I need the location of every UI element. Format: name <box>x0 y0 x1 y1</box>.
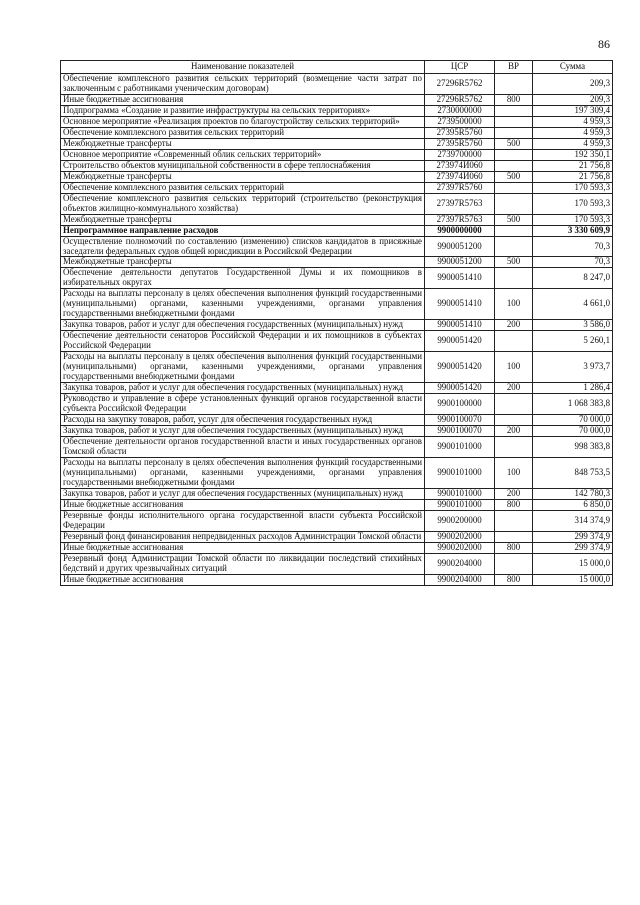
row-sum-cell: 848 753,5 <box>533 457 613 488</box>
row-csr-cell: 9900100000 <box>425 394 495 415</box>
row-sum-cell: 6 850,0 <box>533 499 613 510</box>
row-name-cell: Основное мероприятие «Реализация проектов по благоустройству сельских территорий» <box>61 116 425 127</box>
row-csr-cell: 273974И060 <box>425 171 495 182</box>
row-vr-cell <box>495 193 533 214</box>
row-sum-cell: 192 350,1 <box>533 149 613 160</box>
table-row <box>61 289 613 320</box>
table-row <box>61 499 613 510</box>
row-csr-cell: 9900051410 <box>425 289 495 320</box>
row-vr-cell: 800 <box>495 574 533 585</box>
row-sum-cell: 4 661,0 <box>533 289 613 320</box>
row-name-cell: Подпрограмма «Создание и развитие инфраструктуры на сельских территориях» <box>61 105 425 116</box>
row-vr-cell <box>495 127 533 138</box>
row-name-cell: Закупка товаров, работ и услуг для обеспечения государственных (муниципальных) нужд <box>61 383 425 394</box>
row-name-cell: Расходы на выплаты персоналу в целях обеспечения выполнения функций государственными (муниципальными) органами, казенными учреждениями, органами управления государственными внебюджетными фондами <box>61 289 425 320</box>
row-vr-cell <box>495 531 533 542</box>
row-sum-cell: 1 068 383,8 <box>533 394 613 415</box>
row-sum-cell: 70,3 <box>533 236 613 257</box>
header-name: Наименование показателей <box>61 61 425 74</box>
table-row <box>61 425 613 436</box>
row-csr-cell: 9900101000 <box>425 499 495 510</box>
table-row <box>61 331 613 352</box>
row-name-cell: Обеспечение комплексного развития сельских территорий <box>61 127 425 138</box>
table-row <box>61 352 613 383</box>
table-row <box>61 105 613 116</box>
table-row <box>61 127 613 138</box>
row-csr-cell: 27397R5763 <box>425 193 495 214</box>
table-row <box>61 171 613 182</box>
row-csr-cell: 9900100070 <box>425 415 495 426</box>
row-csr-cell: 27296R5762 <box>425 74 495 95</box>
row-sum-cell: 142 780,3 <box>533 488 613 499</box>
row-name-cell: Расходы на выплаты персоналу в целях обеспечения выполнения функций государственными (муниципальными) органами, казенными учреждениями, органами управления государственными внебюджетными фондами <box>61 457 425 488</box>
table-row <box>61 320 613 331</box>
row-name-cell: Межбюджетные трансферты <box>61 138 425 149</box>
row-vr-cell <box>495 149 533 160</box>
row-sum-cell: 4 959,3 <box>533 127 613 138</box>
row-sum-cell: 3 586,0 <box>533 320 613 331</box>
row-csr-cell: 27395R5760 <box>425 138 495 149</box>
row-csr-cell: 27397R5763 <box>425 214 495 225</box>
row-vr-cell: 200 <box>495 488 533 499</box>
table-row <box>61 74 613 95</box>
row-vr-cell <box>495 268 533 289</box>
row-csr-cell: 9900202000 <box>425 542 495 553</box>
table-row <box>61 531 613 542</box>
row-csr-cell: 9900051420 <box>425 352 495 383</box>
row-csr-cell: 9900051200 <box>425 257 495 268</box>
row-sum-cell: 209,3 <box>533 94 613 105</box>
row-csr-cell: 9900100070 <box>425 425 495 436</box>
row-csr-cell: 9900101000 <box>425 436 495 457</box>
row-name-cell: Иные бюджетные ассигнования <box>61 499 425 510</box>
row-vr-cell <box>495 331 533 352</box>
row-vr-cell <box>495 236 533 257</box>
row-name-cell: Резервный фонд финансирования непредвиденных расходов Администрации Томской области <box>61 531 425 542</box>
row-sum-cell: 3 330 609,9 <box>533 225 613 236</box>
row-sum-cell: 314 374,9 <box>533 510 613 531</box>
row-name-cell: Обеспечение деятельности депутатов Государственной Думы и их помощников в избирательных округах <box>61 268 425 289</box>
row-sum-cell: 15 000,0 <box>533 574 613 585</box>
table-row <box>61 394 613 415</box>
row-name-cell: Непрограммное направление расходов <box>61 225 425 236</box>
row-sum-cell: 4 959,3 <box>533 116 613 127</box>
row-csr-cell: 9900051420 <box>425 383 495 394</box>
table-row <box>61 225 613 236</box>
row-vr-cell: 800 <box>495 542 533 553</box>
row-name-cell: Межбюджетные трансферты <box>61 214 425 225</box>
table-body <box>61 74 613 586</box>
table-row <box>61 149 613 160</box>
row-vr-cell: 200 <box>495 383 533 394</box>
row-name-cell: Межбюджетные трансферты <box>61 257 425 268</box>
page-number: 86 <box>598 37 610 51</box>
row-sum-cell: 170 593,3 <box>533 193 613 214</box>
row-csr-cell: 27296R5762 <box>425 94 495 105</box>
table-row <box>61 94 613 105</box>
table-row <box>61 116 613 127</box>
row-vr-cell: 500 <box>495 214 533 225</box>
table-row <box>61 182 613 193</box>
row-name-cell: Иные бюджетные ассигнования <box>61 542 425 553</box>
row-name-cell: Закупка товаров, работ и услуг для обеспечения государственных (муниципальных) нужд <box>61 320 425 331</box>
row-vr-cell: 500 <box>495 257 533 268</box>
row-sum-cell: 8 247,0 <box>533 268 613 289</box>
row-csr-cell: 2739700000 <box>425 149 495 160</box>
row-csr-cell: 27395R5760 <box>425 127 495 138</box>
table-row <box>61 510 613 531</box>
table-row <box>61 415 613 426</box>
row-csr-cell: 9900204000 <box>425 574 495 585</box>
row-name-cell: Обеспечение комплексного развития сельских территорий <box>61 182 425 193</box>
row-name-cell: Обеспечение деятельности сенаторов Российской Федерации и их помощников в субъектах Российской Федерации <box>61 331 425 352</box>
row-name-cell: Закупка товаров, работ и услуг для обеспечения государственных (муниципальных) нужд <box>61 425 425 436</box>
table-row <box>61 268 613 289</box>
row-vr-cell: 200 <box>495 425 533 436</box>
row-csr-cell: 2730000000 <box>425 105 495 116</box>
row-name-cell: Иные бюджетные ассигнования <box>61 574 425 585</box>
header-csr: ЦСР <box>425 61 495 74</box>
header-sum: Сумма <box>533 61 613 74</box>
row-vr-cell <box>495 436 533 457</box>
row-sum-cell: 3 973,7 <box>533 352 613 383</box>
row-name-cell: Расходы на закупку товаров, работ, услуг для обеспечения государственных нужд <box>61 415 425 426</box>
row-vr-cell <box>495 225 533 236</box>
table-row <box>61 436 613 457</box>
table-row <box>61 574 613 585</box>
row-name-cell: Обеспечение комплексного развития сельских территорий (возмещение части затрат по заключенным с работниками ученическим договорам) <box>61 74 425 95</box>
row-name-cell: Строительство объектов муниципальной собственности в сфере теплоснабжения <box>61 160 425 171</box>
table-row <box>61 553 613 574</box>
row-name-cell: Обеспечение деятельности органов государственной власти и иных государственных органов Томской области <box>61 436 425 457</box>
row-sum-cell: 998 383,8 <box>533 436 613 457</box>
row-name-cell: Осуществление полномочий по составлению (изменению) списков кандидатов в присяжные заседатели федеральных судов общей юрисдикции в Российской Федерации <box>61 236 425 257</box>
table-header-row <box>61 61 613 74</box>
row-sum-cell: 70 000,0 <box>533 415 613 426</box>
row-vr-cell <box>495 415 533 426</box>
row-sum-cell: 5 260,1 <box>533 331 613 352</box>
row-sum-cell: 21 756,8 <box>533 171 613 182</box>
row-vr-cell: 100 <box>495 352 533 383</box>
row-name-cell: Резервные фонды исполнительного органа государственной власти субъекта Российской Федерации <box>61 510 425 531</box>
table-row <box>61 542 613 553</box>
row-sum-cell: 70,3 <box>533 257 613 268</box>
row-vr-cell <box>495 553 533 574</box>
table-row <box>61 383 613 394</box>
row-name-cell: Иные бюджетные ассигнования <box>61 94 425 105</box>
row-sum-cell: 299 374,9 <box>533 542 613 553</box>
row-sum-cell: 70 000,0 <box>533 425 613 436</box>
row-sum-cell: 1 286,4 <box>533 383 613 394</box>
row-vr-cell: 100 <box>495 289 533 320</box>
row-csr-cell: 9900051410 <box>425 268 495 289</box>
row-sum-cell: 15 000,0 <box>533 553 613 574</box>
row-sum-cell: 21 756,8 <box>533 160 613 171</box>
row-csr-cell: 9900101000 <box>425 457 495 488</box>
row-vr-cell: 100 <box>495 457 533 488</box>
row-name-cell: Обеспечение комплексного развития сельских территорий (строительство (реконструкция объектов жилищно-коммунального хозяйства) <box>61 193 425 214</box>
table-row <box>61 457 613 488</box>
row-vr-cell <box>495 74 533 95</box>
row-name-cell: Закупка товаров, работ и услуг для обеспечения государственных (муниципальных) нужд <box>61 488 425 499</box>
row-csr-cell: 9900051420 <box>425 331 495 352</box>
row-vr-cell: 800 <box>495 94 533 105</box>
row-name-cell: Межбюджетные трансферты <box>61 171 425 182</box>
table-row <box>61 214 613 225</box>
row-name-cell: Основное мероприятие «Современный облик сельских территорий» <box>61 149 425 160</box>
row-vr-cell: 500 <box>495 171 533 182</box>
table-row <box>61 193 613 214</box>
row-sum-cell: 170 593,3 <box>533 182 613 193</box>
table-row <box>61 160 613 171</box>
table-row <box>61 236 613 257</box>
row-vr-cell: 800 <box>495 499 533 510</box>
row-csr-cell: 9900051200 <box>425 236 495 257</box>
row-csr-cell: 9900051410 <box>425 320 495 331</box>
row-vr-cell <box>495 105 533 116</box>
row-sum-cell: 4 959,3 <box>533 138 613 149</box>
row-name-cell: Расходы на выплаты персоналу в целях обеспечения выполнения функций государственными (муниципальными) органами, казенными учреждениями, органами управления государственными внебюджетными фондами <box>61 352 425 383</box>
row-sum-cell: 209,3 <box>533 74 613 95</box>
row-csr-cell: 273974И060 <box>425 160 495 171</box>
row-csr-cell: 9900204000 <box>425 553 495 574</box>
header-vr: ВР <box>495 61 533 74</box>
table-row <box>61 488 613 499</box>
row-sum-cell: 170 593,3 <box>533 214 613 225</box>
row-csr-cell: 27397R5760 <box>425 182 495 193</box>
row-vr-cell <box>495 394 533 415</box>
row-vr-cell <box>495 116 533 127</box>
row-vr-cell: 200 <box>495 320 533 331</box>
row-vr-cell <box>495 160 533 171</box>
table-row <box>61 138 613 149</box>
row-csr-cell: 9900202000 <box>425 531 495 542</box>
row-csr-cell: 9900101000 <box>425 488 495 499</box>
row-csr-cell: 9900000000 <box>425 225 495 236</box>
row-csr-cell: 2739500000 <box>425 116 495 127</box>
table-row <box>61 257 613 268</box>
row-vr-cell: 500 <box>495 138 533 149</box>
row-name-cell: Резервный фонд Администрации Томской области по ликвидации последствий стихийных бедствий и других чрезвычайных ситуаций <box>61 553 425 574</box>
row-vr-cell <box>495 510 533 531</box>
row-sum-cell: 197 309,4 <box>533 105 613 116</box>
row-vr-cell <box>495 182 533 193</box>
budget-table <box>60 60 613 586</box>
row-sum-cell: 299 374,9 <box>533 531 613 542</box>
row-name-cell: Руководство и управление в сфере установленных функций органов государственной власти субъекта Российской Федерации <box>61 394 425 415</box>
row-csr-cell: 9900200000 <box>425 510 495 531</box>
